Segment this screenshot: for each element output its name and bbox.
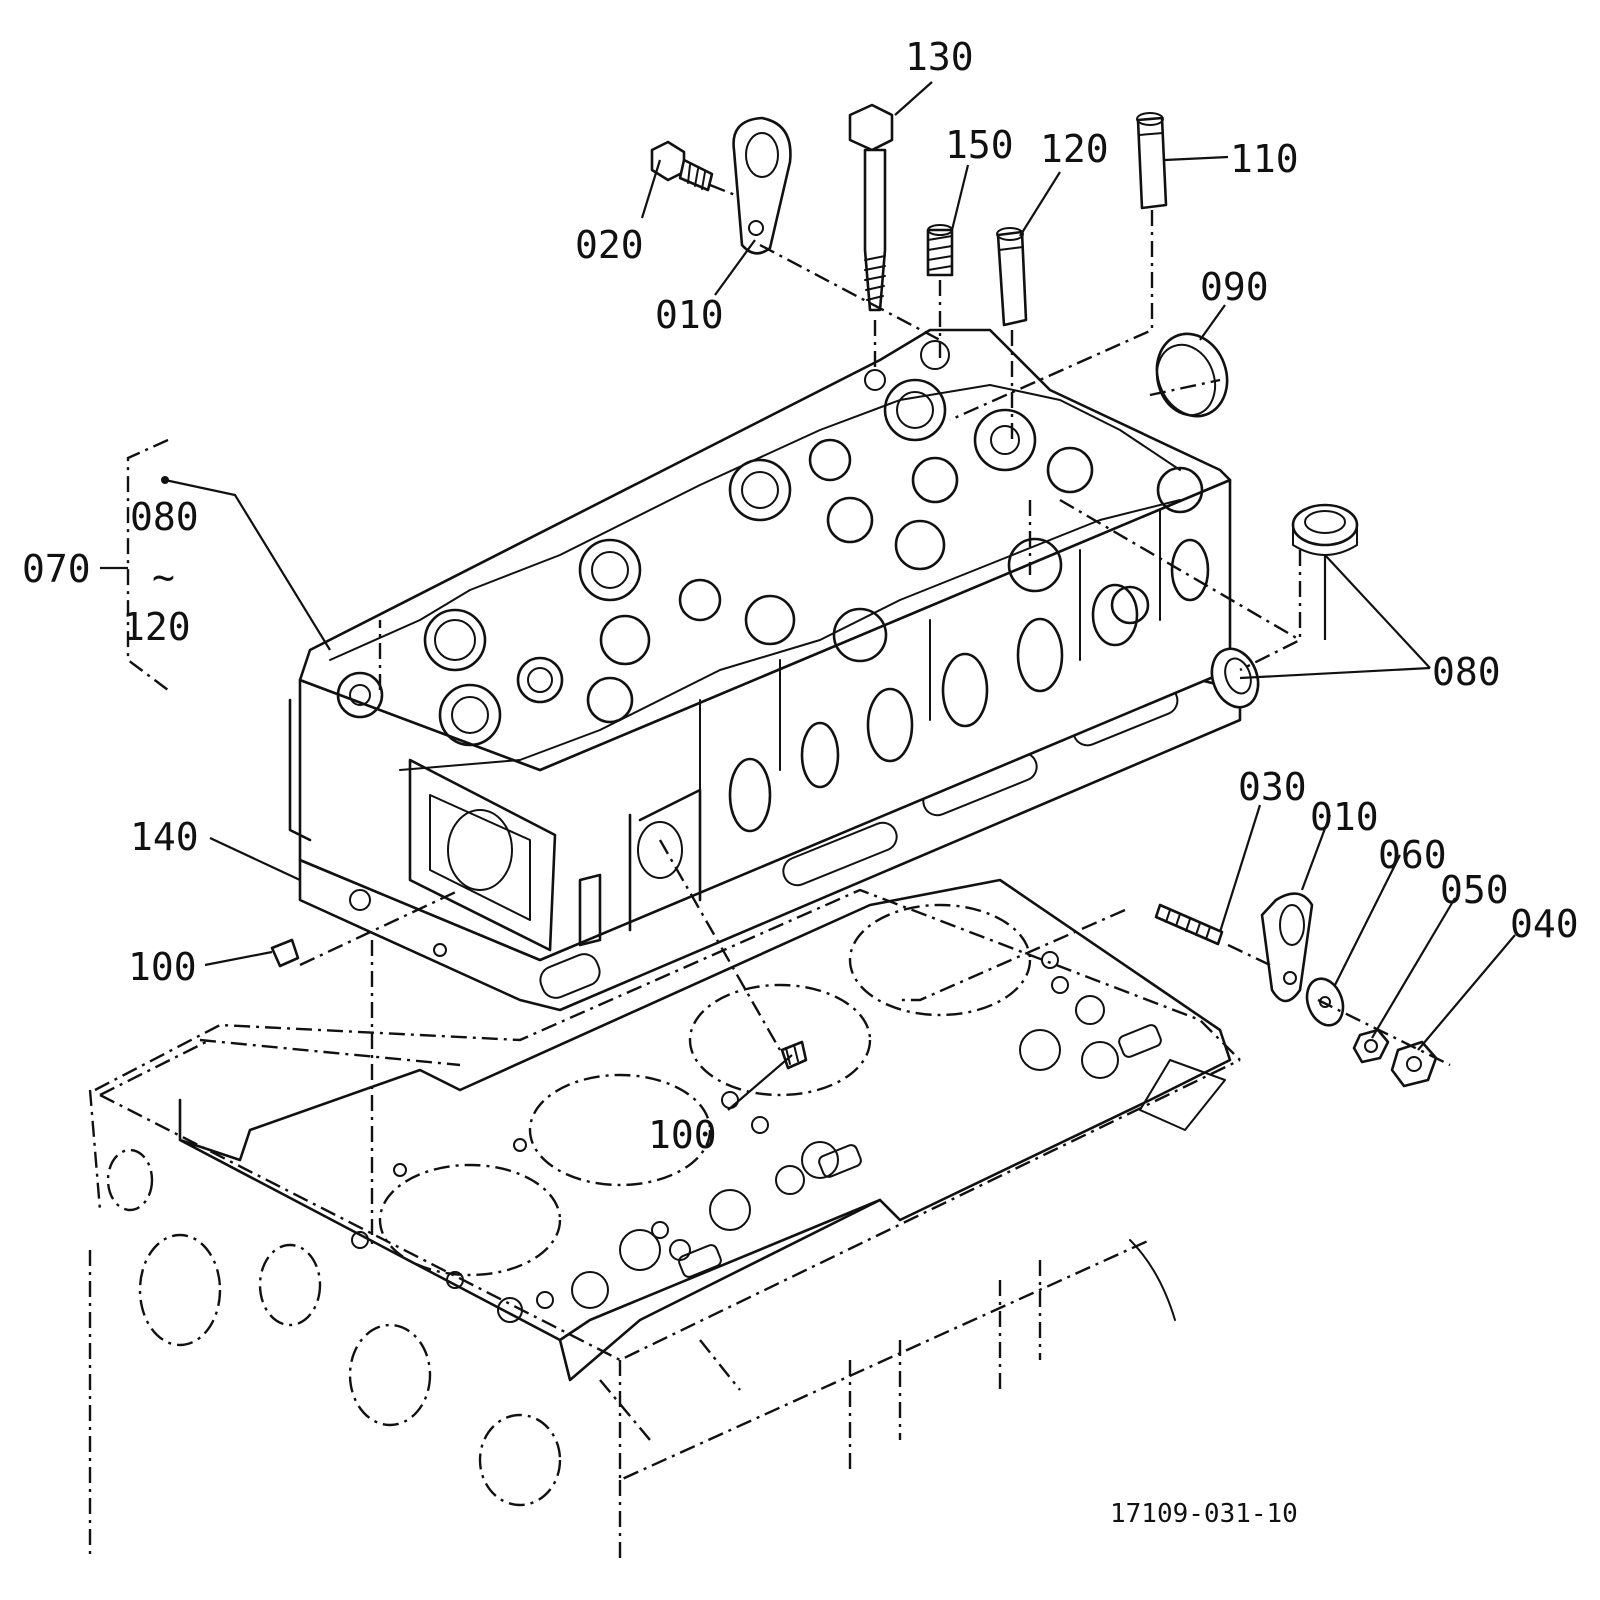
callout-050: 050 bbox=[1440, 868, 1509, 912]
callout-150: 150 bbox=[945, 123, 1014, 167]
callout-080-group: 080 bbox=[130, 495, 199, 539]
callout-080-right: 080 bbox=[1432, 650, 1501, 694]
bracket-010-top bbox=[734, 118, 791, 253]
callout-140: 140 bbox=[130, 815, 199, 859]
callout-range-marker: ~ bbox=[152, 555, 175, 599]
plug-100-mid bbox=[782, 1042, 806, 1068]
callout-040: 040 bbox=[1510, 902, 1579, 946]
washer-060 bbox=[1301, 974, 1349, 1031]
callout-100-mid: 100 bbox=[648, 1113, 717, 1157]
valve-guide-110 bbox=[1137, 113, 1166, 208]
plug-100-left bbox=[272, 940, 298, 966]
nut-050 bbox=[1354, 1030, 1388, 1062]
stud-030 bbox=[1156, 905, 1222, 944]
callout-020: 020 bbox=[575, 223, 644, 267]
cap-090 bbox=[1146, 324, 1239, 426]
callout-110: 110 bbox=[1230, 137, 1299, 181]
valve-guide-120 bbox=[997, 228, 1026, 325]
callout-130: 130 bbox=[905, 35, 974, 79]
drawing-number: 17109-031-10 bbox=[1110, 1499, 1298, 1529]
callout-090: 090 bbox=[1200, 265, 1269, 309]
head-bolt-130 bbox=[850, 105, 892, 310]
bolt-020 bbox=[652, 142, 712, 190]
callout-030: 030 bbox=[1238, 765, 1307, 809]
callout-060: 060 bbox=[1378, 833, 1447, 877]
callout-120-group: 120 bbox=[122, 605, 191, 649]
callout-070: 070 bbox=[22, 547, 91, 591]
plug-150 bbox=[928, 225, 952, 275]
callout-010-right: 010 bbox=[1310, 795, 1379, 839]
cylinder-head bbox=[290, 330, 1240, 1010]
callout-120-top: 120 bbox=[1040, 127, 1109, 171]
callout-010-top: 010 bbox=[655, 293, 724, 337]
callout-100-left: 100 bbox=[128, 945, 197, 989]
bracket-010-right bbox=[1262, 894, 1312, 1001]
